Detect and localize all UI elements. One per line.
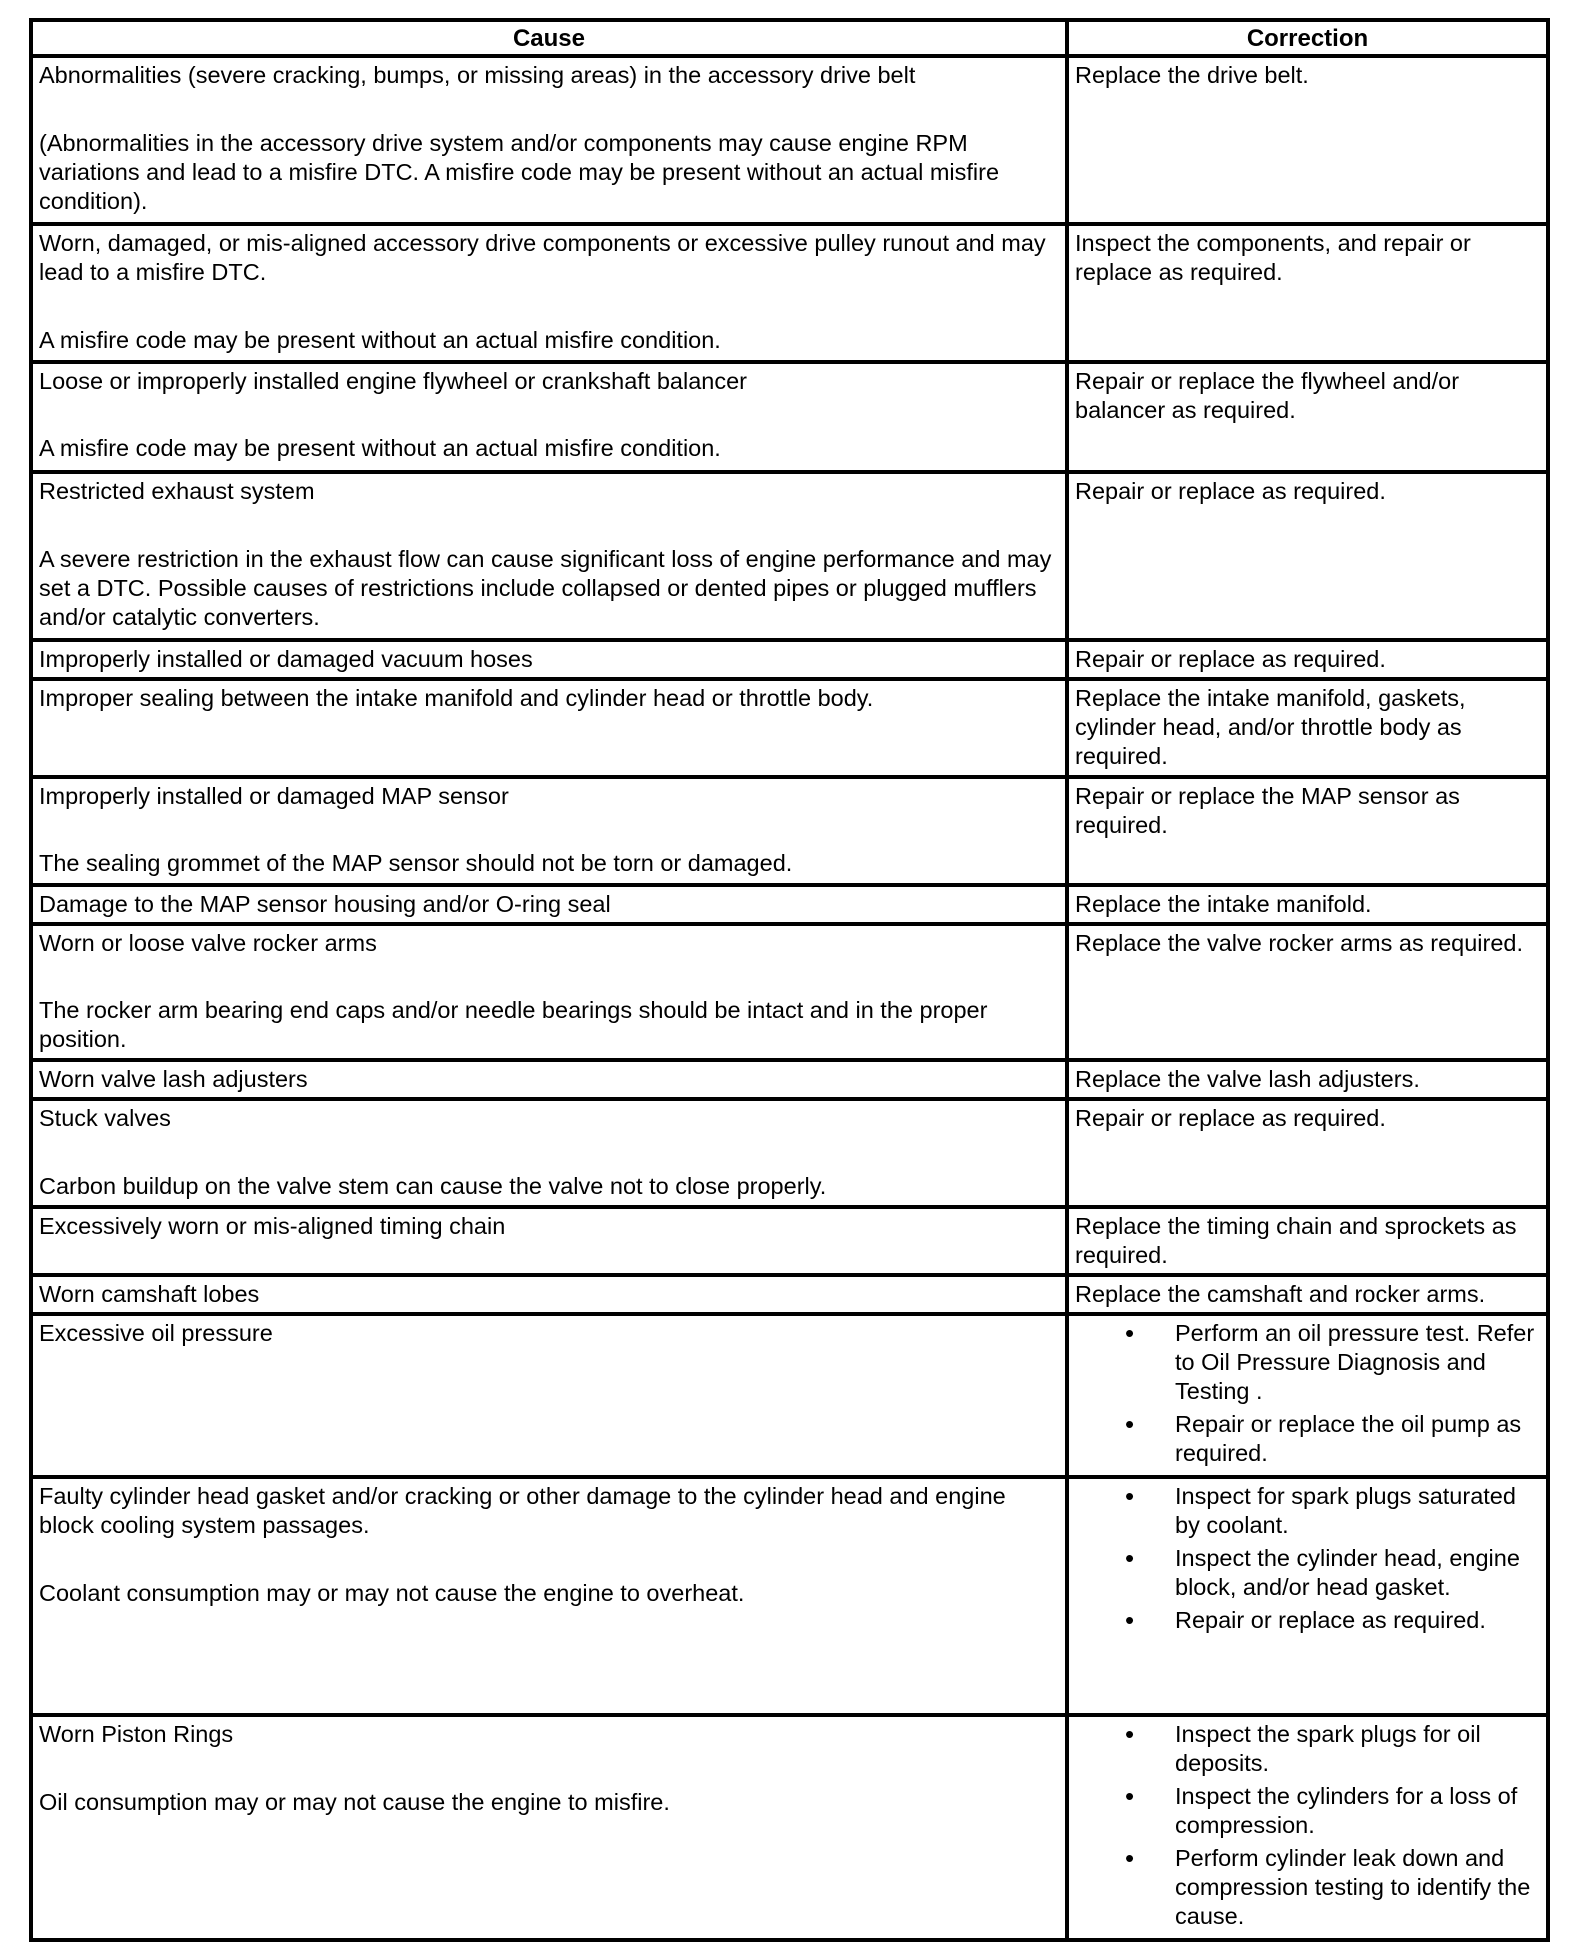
correction-list	[1075, 1319, 1541, 1468]
correction-text: Repair or replace the MAP sensor as required.	[1075, 783, 1460, 838]
cause-text: Loose or improperly installed engine flywheel or crankshaft balancer	[39, 368, 747, 394]
cause-note: Oil consumption may or may not cause the engine to misfire.	[39, 1789, 670, 1815]
correction-cell	[1067, 1314, 1548, 1477]
correction-text: Replace the intake manifold, gaskets, cylinder head, and/or throttle body as required.	[1075, 685, 1466, 769]
header-correction: Correction	[1067, 20, 1548, 56]
correction-list	[1075, 1720, 1541, 1931]
correction-text: Replace the valve rocker arms as required.	[1075, 930, 1524, 956]
cause-note: A misfire code may be present without an actual misfire condition.	[39, 327, 721, 353]
cause-cell	[31, 640, 1067, 679]
cause-text: Excessive oil pressure	[39, 1320, 273, 1346]
cause-note: The sealing grommet of the MAP sensor should not be torn or damaged.	[39, 850, 793, 876]
cause-text: Faulty cylinder head gasket and/or cracking or other damage to the cylinder head and engine block cooling system passages.	[39, 1483, 1006, 1538]
cause-note: A misfire code may be present without an actual misfire condition.	[39, 435, 721, 461]
correction-cell	[1067, 679, 1548, 777]
cause-text: Improper sealing between the intake manifold and cylinder head or throttle body.	[39, 685, 874, 711]
cause-note: Carbon buildup on the valve stem can cause the valve not to close properly.	[39, 1173, 827, 1199]
correction-cell	[1067, 1275, 1548, 1314]
cause-note: Coolant consumption may or may not cause the engine to overheat.	[39, 1580, 745, 1606]
cause-note: A severe restriction in the exhaust flow can cause significant loss of engine performance and may set a DTC. Possible causes of restrictions include collapsed or dented pipes or plugged mufflers and/or catalytic converters.	[39, 546, 1052, 630]
cause-cell	[31, 924, 1067, 1060]
cause-cell	[31, 1099, 1067, 1207]
table-row	[31, 1060, 1548, 1099]
cause-text: Damage to the MAP sensor housing and/or O-ring seal	[39, 891, 611, 917]
table-row	[31, 1314, 1548, 1477]
correction-text: Replace the timing chain and sprockets as required.	[1075, 1213, 1517, 1268]
list-item: • Perform cylinder leak down and compression testing to identify the cause.	[1075, 1844, 1541, 1931]
correction-cell	[1067, 362, 1548, 472]
list-item: • Inspect the cylinders for a loss of compression.	[1075, 1782, 1541, 1840]
table-row	[31, 1207, 1548, 1275]
cause-cell	[31, 56, 1067, 224]
header-cause: Cause	[31, 20, 1067, 56]
table-row	[31, 224, 1548, 362]
table-row	[31, 885, 1548, 924]
cause-text: Worn camshaft lobes	[39, 1281, 260, 1307]
list-item: • Repair or replace as required.	[1075, 1606, 1541, 1635]
correction-cell	[1067, 924, 1548, 1060]
table-row	[31, 1275, 1548, 1314]
table-row	[31, 1099, 1548, 1207]
correction-cell	[1067, 1207, 1548, 1275]
table-row	[31, 640, 1548, 679]
table-row	[31, 472, 1548, 640]
cause-cell	[31, 777, 1067, 885]
correction-list	[1075, 1482, 1541, 1635]
correction-cell	[1067, 1099, 1548, 1207]
correction-cell	[1067, 885, 1548, 924]
correction-text: Repair or replace as required.	[1075, 478, 1386, 504]
list-item: • Repair or replace the oil pump as required.	[1075, 1410, 1541, 1468]
cause-cell	[31, 362, 1067, 472]
cause-text: Worn, damaged, or mis-aligned accessory drive components or excessive pulley runout and may lead to a misfire DTC.	[39, 230, 1046, 285]
correction-text: Replace the camshaft and rocker arms.	[1075, 1281, 1486, 1307]
cause-text: Restricted exhaust system	[39, 478, 315, 504]
table-row	[31, 1715, 1548, 1940]
cause-cell	[31, 1207, 1067, 1275]
correction-text: Repair or replace as required.	[1075, 1105, 1386, 1131]
correction-cell	[1067, 777, 1548, 885]
correction-text: Replace the drive belt.	[1075, 62, 1309, 88]
correction-cell	[1067, 224, 1548, 362]
table-header-row	[31, 20, 1548, 56]
cause-cell	[31, 472, 1067, 640]
correction-text: Inspect the components, and repair or replace as required.	[1075, 230, 1471, 285]
correction-text: Repair or replace the flywheel and/or balancer as required.	[1075, 368, 1460, 423]
cause-text: Worn valve lash adjusters	[39, 1066, 308, 1092]
cause-note: (Abnormalities in the accessory drive system and/or components may cause engine RPM variations and lead to a misfire DTC. A misfire code may be present without an actual misfire condition).	[39, 130, 1000, 214]
correction-cell	[1067, 472, 1548, 640]
list-item: • Inspect for spark plugs saturated by coolant.	[1075, 1482, 1541, 1540]
cause-text: Improperly installed or damaged vacuum hoses	[39, 646, 533, 672]
cause-text: Abnormalities (severe cracking, bumps, or missing areas) in the accessory drive belt	[39, 62, 916, 88]
list-item: • Inspect the spark plugs for oil deposits.	[1075, 1720, 1541, 1778]
table-row	[31, 924, 1548, 1060]
table-row	[31, 56, 1548, 224]
correction-text: Replace the valve lash adjusters.	[1075, 1066, 1420, 1092]
cause-cell	[31, 1477, 1067, 1715]
cause-text: Stuck valves	[39, 1105, 171, 1131]
correction-cell	[1067, 1477, 1548, 1715]
table-row	[31, 1477, 1548, 1715]
correction-text: Repair or replace as required.	[1075, 646, 1386, 672]
cause-cell	[31, 1060, 1067, 1099]
cause-cell	[31, 885, 1067, 924]
cause-cell	[31, 1715, 1067, 1940]
cause-text: Worn or loose valve rocker arms	[39, 930, 377, 956]
correction-cell	[1067, 1715, 1548, 1940]
table-row	[31, 679, 1548, 777]
table-row	[31, 362, 1548, 472]
cause-cell	[31, 1314, 1067, 1477]
cause-text: Improperly installed or damaged MAP sensor	[39, 783, 509, 809]
table-row	[31, 777, 1548, 885]
correction-cell	[1067, 56, 1548, 224]
correction-cell	[1067, 1060, 1548, 1099]
cause-cell	[31, 1275, 1067, 1314]
cause-cell	[31, 224, 1067, 362]
correction-cell	[1067, 640, 1548, 679]
correction-text: Replace the intake manifold.	[1075, 891, 1372, 917]
cause-text: Excessively worn or mis-aligned timing chain	[39, 1213, 506, 1239]
diagnostic-table	[29, 18, 1550, 1942]
list-item: • Perform an oil pressure test. Refer to Oil Pressure Diagnosis and Testing .	[1075, 1319, 1541, 1406]
list-item: • Inspect the cylinder head, engine block, and/or head gasket.	[1075, 1544, 1541, 1602]
cause-note: The rocker arm bearing end caps and/or needle bearings should be intact and in the proper position.	[39, 997, 988, 1052]
cause-cell	[31, 679, 1067, 777]
cause-text: Worn Piston Rings	[39, 1721, 234, 1747]
